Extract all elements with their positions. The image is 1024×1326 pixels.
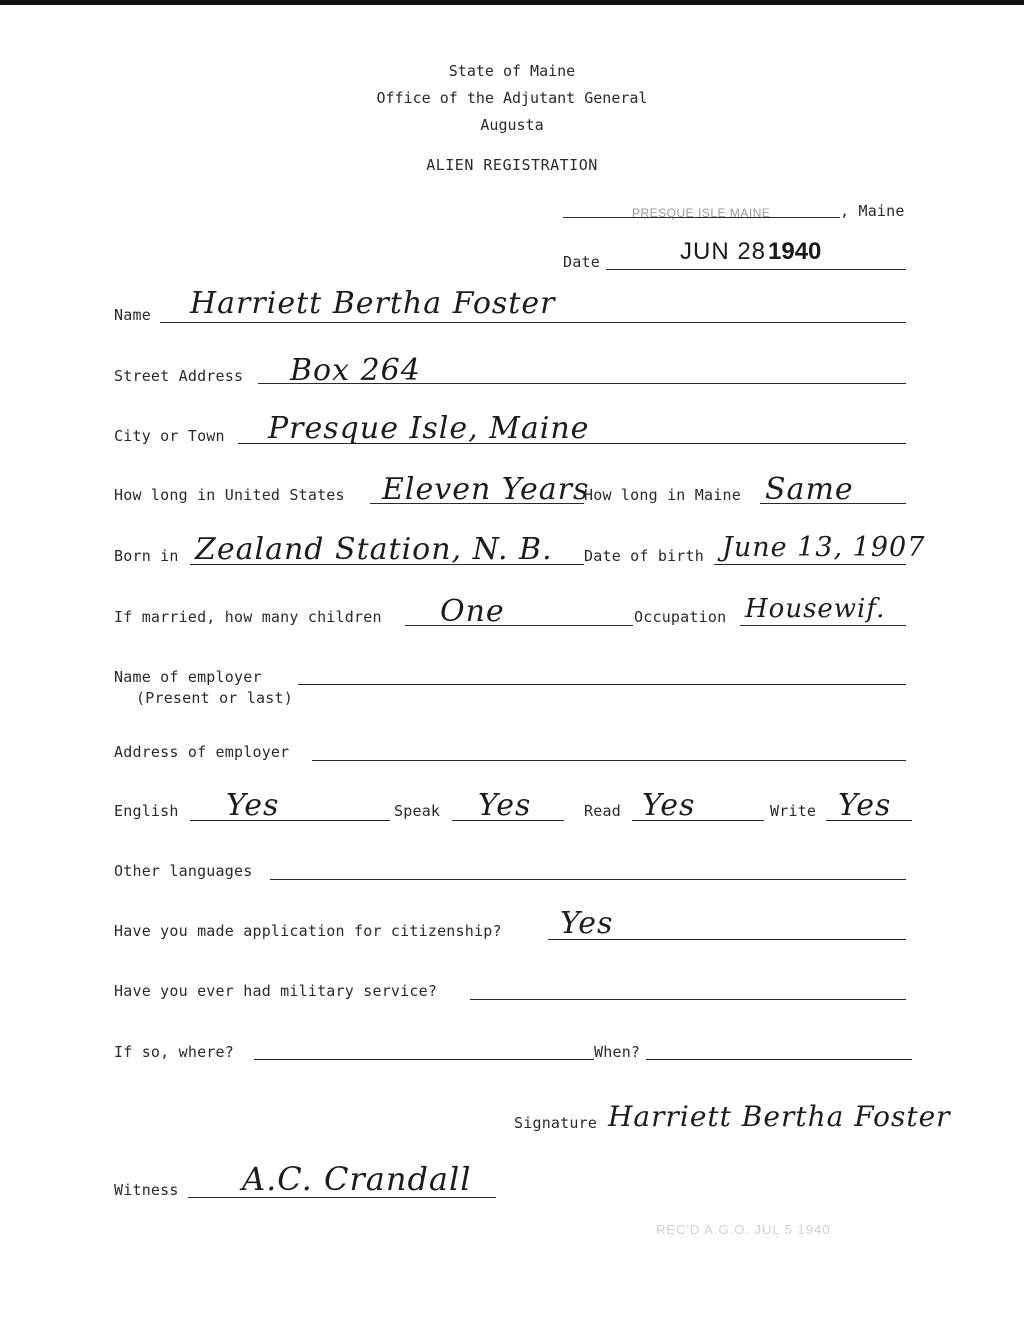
city-value: Presque Isle, Maine [268, 411, 590, 446]
speak-value: Yes [478, 788, 532, 823]
occupation-value: Housewif. [745, 594, 886, 624]
form-title: ALIEN REGISTRATION [426, 156, 598, 174]
witness-value: A.C. Crandall [242, 1160, 472, 1198]
signature-label: Signature [514, 1114, 598, 1132]
us-duration-value: Eleven Years [382, 472, 590, 507]
place-suffix: , Maine [840, 202, 905, 220]
date-stamp-year: 1940 [768, 238, 822, 265]
city-label: City or Town [114, 427, 225, 445]
english-label: English [114, 802, 179, 820]
received-stamp: REC'D A.G.O. JUL 5 1940 [656, 1222, 831, 1237]
name-label: Name [114, 306, 151, 324]
employer-address-line [312, 760, 906, 761]
occupation-line [740, 625, 906, 626]
date-stamp-month-day: JUN 28 [680, 238, 767, 265]
street-label: Street Address [114, 367, 244, 385]
born-in-label: Born in [114, 547, 179, 565]
place-stamp: PRESQUE ISLE MAINE [632, 206, 771, 220]
speak-label: Speak [394, 802, 441, 820]
read-value: Yes [642, 788, 696, 823]
signature-value: Harriett Bertha Foster [608, 1100, 951, 1133]
name-value: Harriett Bertha Foster [190, 286, 556, 321]
english-value: Yes [226, 788, 280, 823]
occupation-label: Occupation [634, 608, 727, 626]
read-label: Read [584, 802, 621, 820]
street-value: Box 264 [290, 353, 421, 388]
english-line [190, 820, 390, 821]
dob-value: June 13, 1907 [722, 532, 926, 563]
children-value: One [440, 594, 505, 629]
date-line [606, 269, 906, 270]
name-line [160, 322, 906, 323]
maine-duration-label: How long in Maine [584, 486, 741, 504]
witness-label: Witness [114, 1181, 179, 1199]
where-line [254, 1059, 594, 1060]
write-label: Write [770, 802, 817, 820]
other-languages-line [270, 879, 906, 880]
maine-duration-value: Same [765, 472, 854, 507]
military-label: Have you ever had military service? [114, 982, 438, 1000]
citizenship-label: Have you made application for citizenship? [114, 922, 502, 940]
when-line [646, 1059, 912, 1060]
when-label: When? [594, 1043, 641, 1061]
dob-line [714, 564, 906, 565]
citizenship-value: Yes [560, 906, 614, 941]
header-office: Office of the Adjutant General [376, 89, 648, 107]
header-city: Augusta [480, 116, 544, 134]
military-line [470, 999, 906, 1000]
dob-label: Date of birth [584, 547, 704, 565]
header-state: State of Maine [448, 62, 576, 80]
employer-line [298, 684, 906, 685]
employer-label: Name of employer [114, 668, 262, 686]
children-label: If married, how many children [114, 608, 382, 626]
other-languages-label: Other languages [114, 862, 253, 880]
where-label: If so, where? [114, 1043, 234, 1061]
employer-sublabel: (Present or last) [136, 689, 293, 707]
date-label: Date [563, 253, 600, 271]
scan-top-border [0, 0, 1024, 5]
employer-address-label: Address of employer [114, 743, 290, 761]
born-in-value: Zealand Station, N. B. [195, 532, 553, 567]
us-duration-label: How long in United States [114, 486, 345, 504]
write-value: Yes [838, 788, 892, 823]
